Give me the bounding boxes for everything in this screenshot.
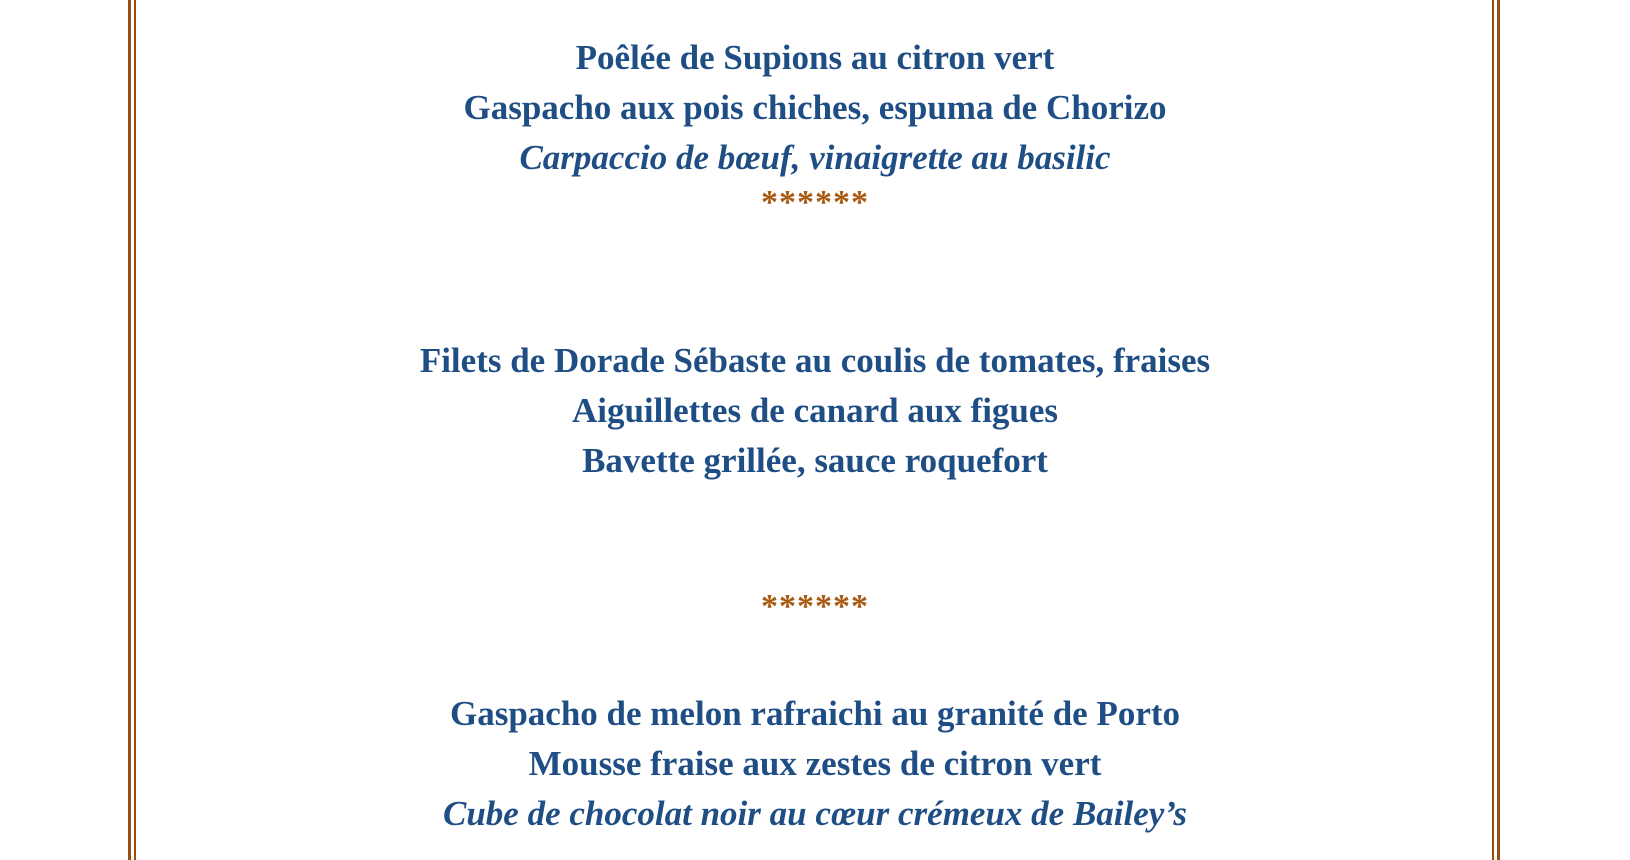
section-separator-1: ****** — [761, 184, 869, 221]
section-separator-2: ****** — [761, 588, 869, 625]
menu-item-dessert-1: Gaspacho de melon rafraichi au granité de Porto — [449, 694, 1181, 733]
menu-item-plat-1: Filets de Dorade Sébaste au coulis de tomates, fraises — [419, 341, 1211, 380]
menu-item-entree-1: Poêlée de Supions au citron vert — [575, 38, 1055, 77]
menu-item-dessert-3: Cube de chocolat noir au cœur crémeux de Bailey’s — [442, 794, 1188, 833]
page-border-right — [1492, 0, 1500, 860]
menu-item-entree-3: Carpaccio de bœuf, vinaigrette au basilic — [519, 138, 1111, 177]
menu-item-plat-3: Bavette grillée, sauce roquefort — [582, 441, 1048, 480]
menu-item-dessert-2: Mousse fraise aux zestes de citron vert — [528, 744, 1102, 783]
page-border-left — [128, 0, 136, 860]
menu-item-plat-2: Aiguillettes de canard aux figues — [571, 391, 1059, 430]
menu-item-entree-2: Gaspacho aux pois chiches, espuma de Chorizo — [463, 88, 1167, 127]
